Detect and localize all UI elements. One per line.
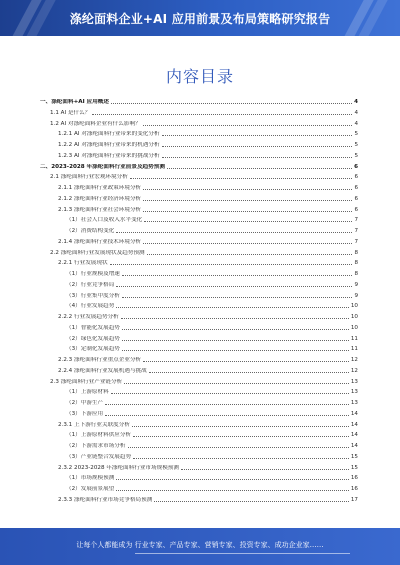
toc-page-number: 10 bbox=[350, 314, 358, 320]
toc-entry[interactable] bbox=[40, 301, 358, 309]
toc-entry-title: 一、涤纶面料+AI 应用概述 bbox=[40, 99, 109, 105]
toc-entry[interactable] bbox=[40, 205, 358, 213]
toc-page-number: 6 bbox=[354, 195, 358, 202]
toc-entry[interactable] bbox=[40, 237, 358, 245]
toc-page-number: 14 bbox=[350, 432, 358, 439]
toc-leader-dots bbox=[105, 414, 349, 416]
toc-leader-dots bbox=[116, 478, 349, 480]
toc-page-number: 10 bbox=[350, 303, 358, 310]
toc-entry-title: 1.1 AI 是什么？ bbox=[50, 109, 91, 116]
toc-page-number: 16 bbox=[350, 486, 358, 492]
toc-entry-title: 2.1.4 涤纶面料行业技术环境分析 bbox=[58, 238, 142, 245]
toc-entry-title: 2.3.1 上下游行业关联度分析 bbox=[58, 421, 130, 428]
toc-leader-dots bbox=[128, 446, 349, 448]
footer-slogan: 让每个人都能成为 行业专家、产品专家、营销专家、投资专家、成功企业家…… bbox=[76, 541, 324, 549]
toc-entry-title: 1.2.2 AI 对涤纶面料行业带来的机遇分析 bbox=[58, 142, 160, 148]
toc-entry-title: （3）定制化发展趋势 bbox=[66, 346, 120, 353]
toc-entry[interactable] bbox=[40, 162, 358, 170]
toc-page-number: 12 bbox=[350, 367, 358, 374]
toc-page-number: 11 bbox=[350, 335, 358, 342]
toc-page-number: 8 bbox=[354, 249, 358, 256]
toc-entry-title: 2.3 涤纶面料行业产业链分析 bbox=[50, 378, 123, 385]
toc-entry[interactable] bbox=[40, 194, 358, 202]
toc-entry-title: （1）行业规模及增速 bbox=[66, 271, 120, 277]
toc-entry[interactable] bbox=[40, 269, 358, 277]
toc-entry[interactable] bbox=[40, 409, 358, 417]
toc-entry-title: （4）行业发展趋势 bbox=[66, 303, 115, 310]
toc-entry[interactable] bbox=[40, 495, 358, 503]
toc-entry-title: 2.1.2 涤纶面料行业经济环境分析 bbox=[58, 195, 142, 202]
toc-page-number: 5 bbox=[354, 152, 358, 159]
toc-entry[interactable] bbox=[40, 334, 358, 342]
toc-entry[interactable] bbox=[40, 280, 358, 288]
toc-entry-title: 2.3.2 2023-2028 年涤纶面料行业市场规模预测 bbox=[58, 464, 179, 471]
toc-entry[interactable] bbox=[40, 129, 358, 137]
toc-page-number: 11 bbox=[350, 346, 358, 353]
toc-entry-title: （2）绿色化发展趋势 bbox=[66, 335, 120, 342]
toc-leader-dots bbox=[144, 220, 352, 222]
toc-entry[interactable] bbox=[40, 377, 358, 385]
toc-entry[interactable] bbox=[40, 151, 358, 159]
toc-entry[interactable] bbox=[40, 258, 358, 266]
toc-entry-title: （1）上游原材料 bbox=[66, 389, 109, 396]
toc-leader-dots bbox=[143, 210, 352, 212]
toc-entry-title: 2.2 涤纶面料行业发展现状及趋势预测 bbox=[50, 249, 145, 256]
toc-entry-title: 1.2 AI 对涤纶面料企业有什么影响？ bbox=[50, 120, 141, 127]
toc-page-number: 6 bbox=[354, 185, 358, 191]
toc-entry[interactable] bbox=[40, 398, 358, 406]
toc-entry[interactable] bbox=[40, 473, 358, 481]
toc-page-number: 9 bbox=[354, 281, 358, 288]
toc-leader-dots bbox=[105, 403, 349, 405]
toc-entry-title: 2.2.1 行业发展现状 bbox=[58, 260, 108, 267]
toc-entry[interactable] bbox=[40, 172, 358, 180]
toc-page-number: 13 bbox=[350, 400, 358, 406]
toc-entry[interactable] bbox=[40, 215, 358, 223]
toc-entry-title: 2.2.3 涤纶面料行业重点企业分析 bbox=[58, 357, 142, 363]
toc-leader-dots bbox=[122, 328, 349, 330]
toc-page-number: 15 bbox=[350, 464, 358, 471]
header-banner bbox=[0, 0, 400, 36]
toc-leader-dots bbox=[162, 145, 353, 147]
toc-page-number: 6 bbox=[354, 163, 358, 170]
toc-page-number: 7 bbox=[354, 228, 358, 234]
toc-leader-dots bbox=[143, 199, 352, 201]
toc-entry-title: （2）下游需求市场分析 bbox=[66, 443, 126, 449]
toc-leader-dots bbox=[110, 263, 353, 265]
toc-entry[interactable] bbox=[40, 97, 358, 105]
toc-entry[interactable] bbox=[40, 119, 358, 127]
toc-entry-title: 2.1.1 涤纶面料行业政策环境分析 bbox=[58, 185, 142, 191]
toc-entry[interactable] bbox=[40, 108, 358, 116]
toc-leader-dots bbox=[149, 371, 349, 373]
toc-entry-title: 2.2.4 涤纶面料行业发展机遇与挑战 bbox=[58, 367, 147, 374]
toc-leader-dots bbox=[167, 167, 352, 169]
toc-entry-title: （1）上游原材料供应分析 bbox=[66, 432, 132, 439]
toc-entry[interactable] bbox=[40, 387, 358, 395]
toc-leader-dots bbox=[92, 113, 352, 115]
toc-entry[interactable] bbox=[40, 323, 358, 331]
toc-leader-dots bbox=[116, 489, 349, 491]
toc-entry[interactable] bbox=[40, 226, 358, 234]
toc-page-number: 8 bbox=[354, 260, 358, 267]
toc-entry-title: 2.1.3 涤纶面料行业社会环境分析 bbox=[58, 206, 142, 213]
report-title: 涤纶面料企业+AI 应用前景及布局策略研究报告 bbox=[69, 12, 331, 26]
toc-entry[interactable] bbox=[40, 140, 358, 148]
toc-entry-title: （1）市场规模预测 bbox=[66, 475, 115, 482]
toc-entry-title: 1.2.1 AI 对涤纶面料行业带来的变化分析 bbox=[58, 131, 160, 138]
toc-entry[interactable] bbox=[40, 248, 358, 256]
toc-leader-dots bbox=[143, 188, 352, 190]
toc-leader-dots bbox=[116, 306, 349, 308]
toc-entry-title: （2）消费结构变化 bbox=[66, 228, 115, 234]
toc-entry[interactable] bbox=[40, 366, 358, 374]
toc-page-number: 7 bbox=[354, 217, 358, 224]
toc-entry[interactable] bbox=[40, 484, 358, 492]
toc-entry[interactable] bbox=[40, 355, 358, 363]
toc-entry-title: 2.2.2 行业发展趋势分析 bbox=[58, 314, 119, 320]
toc-entry[interactable] bbox=[40, 420, 358, 428]
toc-entry-title: 1.2.3 AI 对涤纶面料行业带来的挑战分析 bbox=[58, 152, 160, 159]
toc-page-number: 16 bbox=[350, 475, 358, 482]
toc-leader-dots bbox=[154, 500, 349, 502]
toc-entry-title: 2.3.3 涤纶面料行业市场竞争格局预测 bbox=[58, 496, 153, 503]
toc-leader-dots bbox=[124, 382, 349, 384]
toc-page-number: 9 bbox=[354, 292, 358, 299]
toc-leader-dots bbox=[133, 457, 349, 459]
toc-entry[interactable] bbox=[40, 452, 358, 460]
toc-leader-dots bbox=[116, 231, 352, 233]
toc-page-number: 15 bbox=[350, 453, 358, 460]
toc-leader-dots bbox=[111, 392, 349, 394]
toc-leader-dots bbox=[116, 285, 352, 287]
toc-entry-title: （3）下游应用 bbox=[66, 410, 104, 417]
toc-page-number: 5 bbox=[354, 142, 358, 148]
toc-page-number: 17 bbox=[350, 496, 358, 503]
toc-page-number: 14 bbox=[350, 443, 358, 449]
toc-leader-dots bbox=[181, 468, 349, 470]
toc-leader-dots bbox=[147, 253, 353, 255]
toc-leader-dots bbox=[122, 274, 353, 276]
toc-entry-title: （2）中游生产 bbox=[66, 400, 104, 406]
toc-entry-title: （3）行业集中度分析 bbox=[66, 292, 120, 299]
toc-entry-title: （2）发展前景展望 bbox=[66, 486, 115, 492]
toc-entry-title: （1）社会人口及收入水平变化 bbox=[66, 217, 143, 224]
footer-banner bbox=[0, 528, 400, 565]
toc-leader-dots bbox=[122, 296, 353, 298]
footer-underline bbox=[135, 553, 350, 554]
toc-heading: 内容目录 bbox=[165, 67, 234, 86]
toc-page-number: 14 bbox=[350, 410, 358, 417]
toc-leader-dots bbox=[111, 102, 352, 104]
toc-page-number: 13 bbox=[350, 389, 358, 396]
toc-page-number: 4 bbox=[354, 120, 358, 127]
toc-page-number: 4 bbox=[354, 99, 358, 105]
toc-page-number: 5 bbox=[354, 131, 358, 138]
toc-page-number: 6 bbox=[354, 206, 358, 213]
toc-leader-dots bbox=[133, 435, 349, 437]
toc-leader-dots bbox=[143, 360, 349, 362]
toc-page-number: 6 bbox=[354, 174, 358, 181]
toc-entry[interactable] bbox=[40, 441, 358, 449]
toc-page-number: 12 bbox=[350, 357, 358, 363]
toc-leader-dots bbox=[132, 425, 349, 427]
toc-page-number: 8 bbox=[354, 271, 358, 277]
toc-entry-title: （1）智能化发展趋势 bbox=[66, 324, 120, 331]
toc-leader-dots bbox=[162, 156, 353, 158]
toc-entry[interactable] bbox=[40, 183, 358, 191]
toc-page-number: 10 bbox=[350, 324, 358, 331]
toc-entry-title: 二、2023-2028 年涤纶面料行业前景及趋势预测 bbox=[40, 163, 165, 170]
toc-entry[interactable] bbox=[40, 312, 358, 320]
toc-page-number: 14 bbox=[350, 421, 358, 428]
table-of-contents bbox=[40, 97, 358, 517]
toc-entry[interactable] bbox=[40, 344, 358, 352]
toc-page-number: 13 bbox=[350, 378, 358, 385]
toc-leader-dots bbox=[130, 177, 353, 179]
toc-leader-dots bbox=[143, 242, 352, 244]
toc-entry[interactable] bbox=[40, 291, 358, 299]
toc-page-number: 7 bbox=[354, 238, 358, 245]
toc-entry[interactable] bbox=[40, 430, 358, 438]
toc-entry-title: 2.1 涤纶面料行业宏观环境分析 bbox=[50, 174, 128, 181]
toc-leader-dots bbox=[121, 317, 349, 319]
toc-entry-title: （3）产业链整合发展趋势 bbox=[66, 453, 132, 460]
toc-leader-dots bbox=[143, 124, 353, 126]
toc-entry[interactable] bbox=[40, 463, 358, 471]
toc-leader-dots bbox=[122, 349, 349, 351]
toc-entry-title: （2）行业竞争格局 bbox=[66, 281, 115, 288]
toc-leader-dots bbox=[122, 339, 349, 341]
toc-page-number: 4 bbox=[354, 109, 358, 116]
toc-leader-dots bbox=[162, 134, 353, 136]
